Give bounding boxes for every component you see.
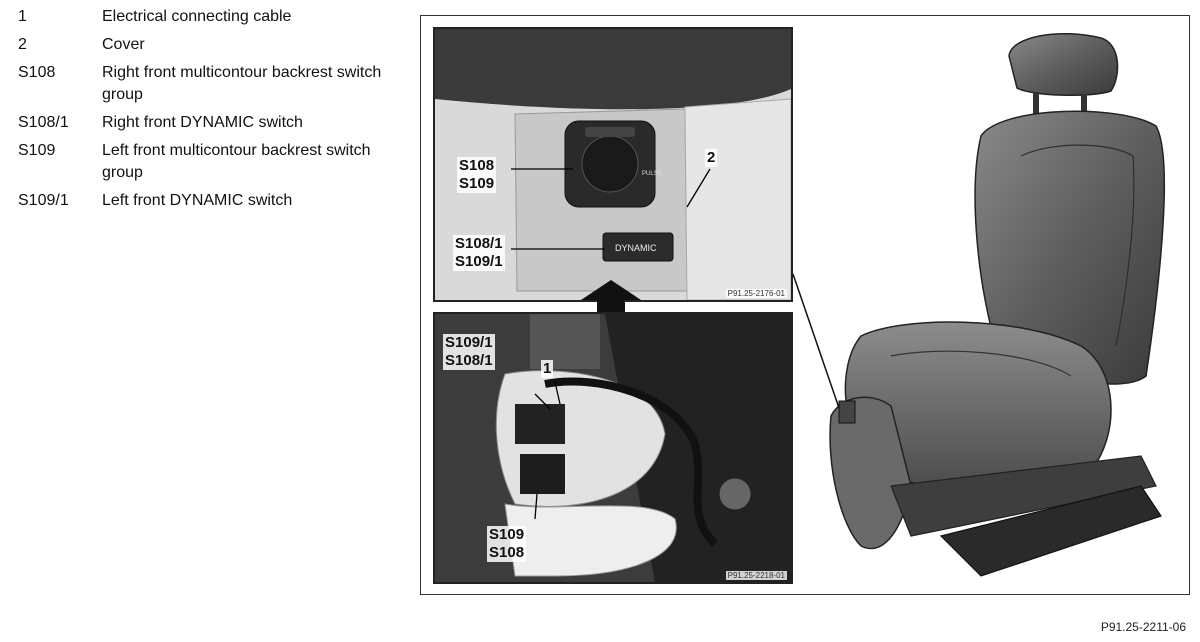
legend-desc: Left front DYNAMIC switch bbox=[102, 192, 293, 209]
legend-code: S108 bbox=[18, 64, 56, 81]
legend-code: S109/1 bbox=[18, 192, 69, 209]
legend-desc: Electrical connecting cable bbox=[102, 8, 292, 25]
legend bbox=[18, 6, 398, 218]
top-photo-ref: P91.25-2176-01 bbox=[727, 289, 785, 298]
legend-desc: Right front DYNAMIC switch bbox=[102, 114, 303, 131]
legend-item bbox=[18, 190, 398, 212]
top-detail-photo bbox=[433, 27, 793, 302]
legend-item bbox=[18, 34, 398, 56]
bottom-detail-photo bbox=[433, 312, 793, 584]
callout-cover: 2 bbox=[707, 149, 716, 166]
callout-line: S109/1 bbox=[455, 253, 503, 270]
legend-item bbox=[18, 62, 398, 106]
callout-line: S108/1 bbox=[455, 235, 503, 252]
dynamic-button-label: DYNAMIC bbox=[615, 243, 657, 253]
callout-line: S108/1 bbox=[445, 352, 493, 369]
legend-code: S109 bbox=[18, 142, 56, 159]
callout-line: S109/1 bbox=[445, 334, 493, 351]
legend-desc: Right front multicontour backrest switch group bbox=[102, 64, 382, 103]
legend-item bbox=[18, 112, 398, 134]
callout-switch-groups bbox=[487, 526, 526, 562]
callout-dynamic-switches bbox=[453, 235, 505, 271]
technical-figure bbox=[420, 15, 1190, 595]
legend-desc: Left front multicontour backrest switch group bbox=[102, 142, 371, 181]
bottom-photo-ref: P91.25-2218-01 bbox=[727, 571, 785, 580]
legend-item bbox=[18, 140, 398, 184]
pulse-label: PULSE bbox=[642, 171, 662, 177]
callout-line: S109 bbox=[489, 526, 525, 543]
callout-line: S108 bbox=[489, 544, 525, 561]
legend-code: 1 bbox=[18, 8, 27, 25]
callout-line: S108 bbox=[459, 157, 495, 174]
callout-line: S109 bbox=[459, 175, 495, 192]
legend-code: 2 bbox=[18, 36, 27, 53]
callout-dynamic-switches-bottom bbox=[443, 334, 495, 370]
legend-desc: Cover bbox=[102, 36, 145, 53]
callout-s108-s109 bbox=[457, 157, 496, 193]
legend-item bbox=[18, 6, 398, 28]
legend-code: S108/1 bbox=[18, 114, 69, 131]
figure-reference: P91.25-2211-06 bbox=[1100, 620, 1186, 634]
callout-cable: 1 bbox=[543, 360, 552, 377]
